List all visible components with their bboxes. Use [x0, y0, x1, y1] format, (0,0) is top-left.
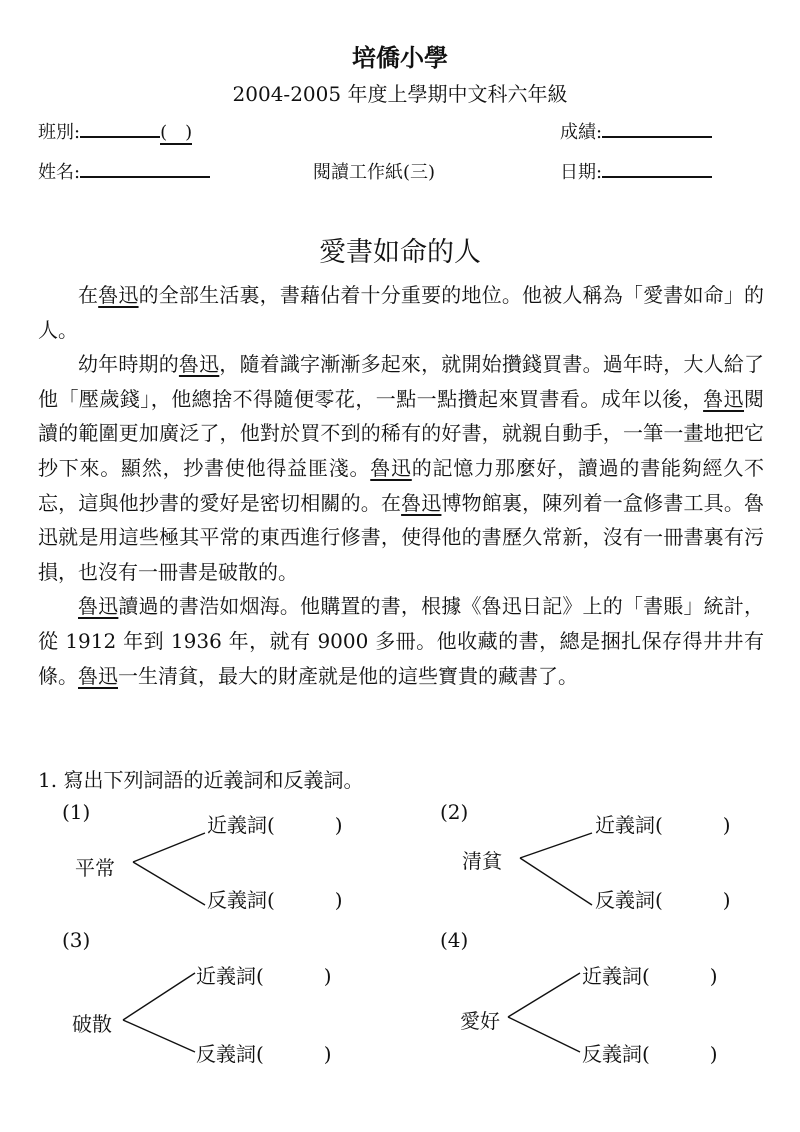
branch-line-2b — [520, 858, 592, 905]
branch-line-3b — [123, 1020, 195, 1052]
paragraph-text: 博物館裏，陳列着一盒修書工具。魯迅就是用這些極其平常的東西進行修書，使得他的書歷久常新，沒有一冊書裏有污損，也沒有一冊書是破散的。 — [38, 490, 765, 584]
paragraph-text: ，隨着識字漸漸多起來，就開始攢錢買書。過年時，大人給了他「壓歲錢」，他總捨不得隨便零花，一點一點攢起來買書看。成年以後， — [38, 352, 765, 411]
paragraph-text: 的記憶力那麼好，讀過的書能夠經久不忘，這與他抄書的愛好是密切相關的。在 — [38, 455, 765, 515]
proper-name: 魯迅 — [178, 352, 220, 377]
branch-line-1a — [133, 833, 205, 862]
item-2-antonym[interactable]: 反義詞( ) — [595, 888, 731, 912]
item-4-synonym[interactable]: 近義詞( ) — [582, 964, 718, 988]
date-label: 日期: — [560, 162, 603, 183]
item-1-synonym[interactable]: 近義詞( ) — [207, 813, 343, 837]
class-label: 班別: — [38, 122, 81, 143]
score-label: 成績: — [560, 122, 603, 143]
item-3-word: 破散 — [72, 1012, 112, 1036]
proper-name: 魯迅 — [78, 663, 118, 688]
article-title: 愛書如命的人 — [319, 237, 481, 268]
name-label: 姓名: — [38, 162, 81, 183]
proper-name: 魯迅 — [78, 594, 119, 619]
item-2-number: (2) — [440, 800, 469, 824]
branch-line-2a — [520, 833, 592, 858]
worksheet-label: 閱讀工作紙(三) — [313, 162, 436, 183]
proper-name: 魯迅 — [370, 455, 412, 480]
proper-name: 魯迅 — [703, 386, 745, 411]
item-2-word: 清貧 — [462, 849, 502, 873]
item-4-number: (4) — [440, 928, 469, 952]
item-1-antonym[interactable]: 反義詞( ) — [207, 888, 343, 912]
paragraph-text: 閱讀的範圍更加廣泛了，他對於買不到的稀有的好書，就親自動手，一筆一畫地把它抄下來。顯然，抄書使他得益匪淺。 — [38, 386, 765, 480]
item-3-synonym[interactable]: 近義詞( ) — [196, 964, 332, 988]
item-3-number: (3) — [62, 928, 91, 952]
proper-name: 魯迅 — [401, 490, 442, 515]
branch-line-1b — [133, 862, 205, 905]
branch-line-3a — [123, 973, 195, 1020]
paragraph-text: 讀過的書浩如烟海。他購置的書，根據《魯迅日記》上的「書賬」統計，從 1912 年到 1936 年，就有 9000 多冊。他收藏的書，總是捆扎保存得井井有條。 — [38, 594, 765, 688]
paragraph-text: 的全部生活裏，書藉佔着十分重要的地位。他被人稱為「愛書如命」的人。 — [38, 283, 765, 342]
item-1-number: (1) — [62, 800, 91, 824]
question-1: 1. 寫出下列詞語的近義詞和反義詞。 — [38, 768, 364, 792]
paragraph-text: 在 — [78, 283, 99, 307]
item-1-word: 平常 — [75, 856, 115, 880]
paragraph-text: 幼年時期的 — [78, 352, 179, 377]
branch-line-4a — [508, 973, 580, 1017]
branch-line-4b — [508, 1017, 580, 1052]
paragraph-text: 一生清貧，最大的財產就是他的這些寶貴的藏書了。 — [118, 663, 578, 688]
school-name: 培僑小學 — [352, 43, 448, 72]
item-4-word: 愛好 — [460, 1009, 500, 1033]
class-number-blank[interactable]: ( ) — [160, 122, 193, 143]
item-4-antonym[interactable]: 反義詞( ) — [582, 1042, 718, 1066]
item-3-antonym[interactable]: 反義詞( ) — [196, 1042, 332, 1066]
item-2-synonym[interactable]: 近義詞( ) — [595, 813, 731, 837]
proper-name: 魯迅 — [98, 283, 139, 307]
worksheet-subtitle: 2004-2005 年度上學期中文科六年級 — [232, 82, 568, 106]
